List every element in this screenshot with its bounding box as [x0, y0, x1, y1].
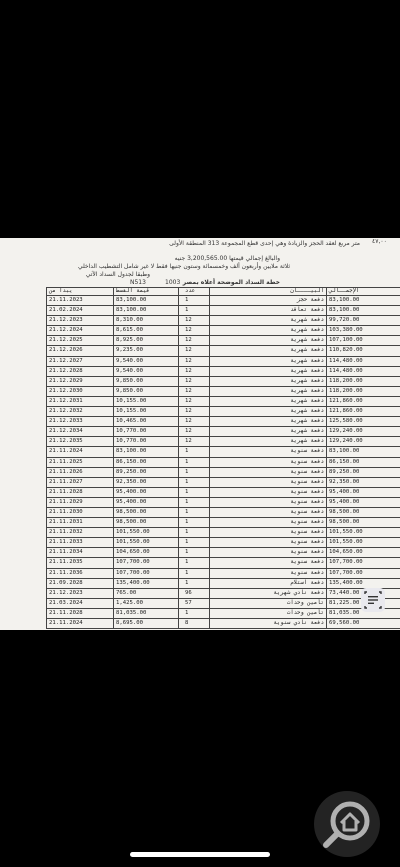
col-description: البيــــان [210, 288, 327, 296]
table-row [47, 568, 400, 578]
cell-start-date: 21.12.2028 [47, 366, 114, 376]
cell-start-date: 21.12.2033 [47, 417, 114, 427]
cell-total: 118,200.00 [327, 386, 400, 396]
cell-start-date: 21.11.2033 [47, 538, 114, 548]
cell-count: 1 [179, 528, 210, 538]
cell-installment: 83,100.00 [114, 306, 179, 316]
cell-description: دفعة شهرية [210, 346, 327, 356]
cell-installment: 98,500.00 [114, 507, 179, 517]
cell-installment: 8,925.00 [114, 336, 179, 346]
cell-total: 83,100.00 [327, 447, 400, 457]
cell-description: دفعة سنوية [210, 568, 327, 578]
cell-total: 81,035.00 [327, 608, 400, 618]
cell-count: 12 [179, 386, 210, 396]
cell-total: 114,480.00 [327, 356, 400, 366]
cell-start-date: 21.11.2023 [47, 296, 114, 306]
payment-schedule-table [46, 287, 400, 629]
cell-total: 101,550.00 [327, 528, 400, 538]
cell-start-date: 21.12.2029 [47, 376, 114, 386]
cell-description: دفعة سنوية [210, 528, 327, 538]
cell-installment: 9,235.00 [114, 346, 179, 356]
cell-start-date: 21.12.2027 [47, 356, 114, 366]
cell-count: 1 [179, 497, 210, 507]
cell-description: دفعة سنوية [210, 487, 327, 497]
cell-total: 92,350.00 [327, 477, 400, 487]
cell-start-date: 21.11.2024 [47, 619, 114, 629]
cell-installment: 10,770.00 [114, 437, 179, 447]
cell-installment: 95,400.00 [114, 497, 179, 507]
table-row [47, 548, 400, 558]
col-start-date: يبدأ من [47, 288, 114, 296]
cell-description: دفعة سنوية [210, 548, 327, 558]
cell-count: 1 [179, 568, 210, 578]
cell-description: دفعة سنوية [210, 507, 327, 517]
home-search-icon[interactable] [314, 791, 380, 857]
cell-total: 81,225.00 [327, 598, 400, 608]
cell-count: 1 [179, 538, 210, 548]
cell-total: 118,200.00 [327, 376, 400, 386]
cell-description: دفعة شهرية [210, 336, 327, 346]
cell-total: 129,240.00 [327, 437, 400, 447]
cell-total: 83,100.00 [327, 306, 400, 316]
cell-installment: 92,350.00 [114, 477, 179, 487]
cell-description: دفعة سنوية [210, 497, 327, 507]
cell-installment: 10,770.00 [114, 427, 179, 437]
scan-text-icon[interactable] [361, 588, 385, 612]
cell-installment: 101,550.00 [114, 528, 179, 538]
col-installment: قيمة القسط [114, 288, 179, 296]
cell-total: 110,820.00 [327, 346, 400, 356]
cell-description: دفعة شهرية [210, 376, 327, 386]
cell-description: دفعة استلام [210, 578, 327, 588]
cell-start-date: 21.12.2023 [47, 316, 114, 326]
cell-total: 129,240.00 [327, 427, 400, 437]
table-row [47, 497, 400, 507]
table-row [47, 386, 400, 396]
cell-installment: 107,700.00 [114, 558, 179, 568]
cell-start-date: 21.12.2030 [47, 386, 114, 396]
table-row [47, 447, 400, 457]
table-row [47, 507, 400, 517]
table-row [47, 487, 400, 497]
cell-description: دفعة شهرية [210, 386, 327, 396]
document-photo [0, 238, 400, 630]
table-row [47, 538, 400, 548]
cell-installment: 81,035.00 [114, 608, 179, 618]
cell-total: 107,100.00 [327, 336, 400, 346]
table-row [47, 396, 400, 406]
cell-count: 12 [179, 437, 210, 447]
cell-description: دفعة شهرية [210, 356, 327, 366]
cell-start-date: 21.12.2026 [47, 346, 114, 356]
cell-count: 12 [179, 417, 210, 427]
cell-description: دفعة شهرية [210, 427, 327, 437]
cell-description: دفعة سنوية [210, 558, 327, 568]
cell-total: 104,650.00 [327, 548, 400, 558]
col-count: عدد [179, 288, 210, 296]
cell-installment: 10,465.00 [114, 417, 179, 427]
cell-total: 121,860.00 [327, 396, 400, 406]
unit-number: 1003 [165, 279, 181, 286]
cell-description: دفعة نادي شهرية [210, 588, 327, 598]
header-line-4: وطبقا لجدول السداد الآتي [85, 271, 150, 278]
table-row [47, 608, 400, 618]
cell-count: 1 [179, 548, 210, 558]
table-row [47, 558, 400, 568]
cell-installment: 9,540.00 [114, 366, 179, 376]
cell-description: دفعة سنوية [210, 457, 327, 467]
header-line-1: متر مربع لعقد الحجز والزيادة وهي إحدى قطع المجموعة 313 المنطقة الأولى [169, 240, 360, 247]
cell-total: 69,560.00 [327, 619, 400, 629]
cell-count: 1 [179, 518, 210, 528]
cell-installment: 8,695.00 [114, 619, 179, 629]
cell-start-date: 21.12.2023 [47, 588, 114, 598]
cell-start-date: 21.11.2031 [47, 518, 114, 528]
cell-installment: 1,425.00 [114, 598, 179, 608]
table-row [47, 366, 400, 376]
cell-start-date: 21.12.2034 [47, 427, 114, 437]
cell-description: دفعة حجز [210, 296, 327, 306]
table-row [47, 619, 400, 629]
cell-installment: 10,155.00 [114, 396, 179, 406]
cell-count: 12 [179, 316, 210, 326]
cell-installment: 9,540.00 [114, 356, 179, 366]
cell-installment: 101,550.00 [114, 538, 179, 548]
table-row [47, 316, 400, 326]
cell-installment: 83,100.00 [114, 296, 179, 306]
home-indicator[interactable] [130, 852, 270, 857]
header-line-2: والبالغ إجمالي قيمتها 3,200,565.00 جنيه [174, 255, 280, 262]
cell-start-date: 21.11.2025 [47, 457, 114, 467]
cell-start-date: 21.11.2030 [47, 507, 114, 517]
cell-description: دفعة سنوية [210, 538, 327, 548]
cell-total: 107,700.00 [327, 558, 400, 568]
cell-total: 107,700.00 [327, 568, 400, 578]
cell-start-date: 21.11.2027 [47, 477, 114, 487]
cell-count: 12 [179, 356, 210, 366]
table-row [47, 598, 400, 608]
cell-count: 8 [179, 619, 210, 629]
cell-count: 12 [179, 366, 210, 376]
table-row [47, 457, 400, 467]
cell-installment: 95,400.00 [114, 487, 179, 497]
table-row [47, 467, 400, 477]
cell-count: 12 [179, 376, 210, 386]
cell-start-date: 21.11.2028 [47, 487, 114, 497]
cell-count: 96 [179, 588, 210, 598]
cell-total: 125,580.00 [327, 417, 400, 427]
table-row [47, 346, 400, 356]
cell-start-date: 21.11.2028 [47, 608, 114, 618]
table-header-row [47, 288, 400, 296]
cell-total: 73,440.00 [327, 588, 400, 598]
cell-description: دفعة شهرية [210, 366, 327, 376]
cell-count: 1 [179, 457, 210, 467]
table-row [47, 427, 400, 437]
cell-total: 114,480.00 [327, 366, 400, 376]
cell-description: تأمين وحدات [210, 608, 327, 618]
table-row [47, 588, 400, 598]
cell-count: 1 [179, 487, 210, 497]
cell-total: 95,400.00 [327, 497, 400, 507]
cell-description: دفعة شهرية [210, 396, 327, 406]
cell-total: 98,500.00 [327, 507, 400, 517]
col-total: الإجمــالي [327, 288, 400, 296]
cell-installment: 98,500.00 [114, 518, 179, 528]
table-row [47, 477, 400, 487]
cell-start-date: 21.03.2024 [47, 598, 114, 608]
cell-total: 103,380.00 [327, 326, 400, 336]
cell-installment: 83,100.00 [114, 447, 179, 457]
cell-total: 98,500.00 [327, 518, 400, 528]
cell-total: 121,860.00 [327, 407, 400, 417]
cell-count: 12 [179, 407, 210, 417]
cell-total: 83,100.00 [327, 296, 400, 306]
table-row [47, 518, 400, 528]
cell-description: دفعة سنوية [210, 518, 327, 528]
header-line-3: ثلاثة ملايين وأربعون ألف وخمسمائة وستون جنيها فقط لا غير شامل التشطيب الداخلي [77, 263, 290, 270]
cell-installment: 104,650.00 [114, 548, 179, 558]
cell-start-date: 21.11.2034 [47, 548, 114, 558]
cell-description: دفعة شهرية [210, 417, 327, 427]
cell-installment: 135,400.00 [114, 578, 179, 588]
cell-installment: 765.00 [114, 588, 179, 598]
cell-count: 57 [179, 598, 210, 608]
cell-start-date: 21.02.2024 [47, 306, 114, 316]
table-row [47, 296, 400, 306]
table-row [47, 336, 400, 346]
cell-description: دفعة تعاقد [210, 306, 327, 316]
cell-installment: 8,615.00 [114, 326, 179, 336]
cell-total: 135,400.00 [327, 578, 400, 588]
cell-start-date: 21.09.2028 [47, 578, 114, 588]
cell-count: 1 [179, 296, 210, 306]
cell-count: 1 [179, 507, 210, 517]
table-row [47, 417, 400, 427]
cell-start-date: 21.12.2032 [47, 407, 114, 417]
cell-installment: 107,700.00 [114, 568, 179, 578]
cell-start-date: 21.11.2035 [47, 558, 114, 568]
cell-description: تأمين وحدات [210, 598, 327, 608]
cell-count: 1 [179, 477, 210, 487]
cell-count: 1 [179, 447, 210, 457]
cell-installment: 10,155.00 [114, 407, 179, 417]
cell-count: 12 [179, 346, 210, 356]
cell-total: 99,720.00 [327, 316, 400, 326]
table-row [47, 528, 400, 538]
cell-description: دفعة سنوية [210, 447, 327, 457]
cell-total: 86,150.00 [327, 457, 400, 467]
cell-total: 89,250.00 [327, 467, 400, 477]
table-row [47, 356, 400, 366]
cell-count: 1 [179, 558, 210, 568]
cell-description: دفعة شهرية [210, 326, 327, 336]
cell-start-date: 21.12.2031 [47, 396, 114, 406]
cell-start-date: 21.12.2035 [47, 437, 114, 447]
cell-total: 95,400.00 [327, 487, 400, 497]
cell-description: دفعة شهرية [210, 407, 327, 417]
cell-count: 12 [179, 336, 210, 346]
cell-description: دفعة سنوية [210, 477, 327, 487]
cell-description: دفعة شهرية [210, 437, 327, 447]
cell-start-date: 21.11.2036 [47, 568, 114, 578]
cell-description: دفعة سنوية [210, 467, 327, 477]
cell-start-date: 21.12.2024 [47, 326, 114, 336]
cell-count: 1 [179, 467, 210, 477]
cell-installment: 9,850.00 [114, 386, 179, 396]
table-row [47, 437, 400, 447]
cell-description: دفعة شهرية [210, 316, 327, 326]
cell-count: 1 [179, 608, 210, 618]
cell-description: دفعة نادي سنوية [210, 619, 327, 629]
cell-count: 12 [179, 326, 210, 336]
cell-installment: 9,850.00 [114, 376, 179, 386]
table-row [47, 326, 400, 336]
cell-start-date: 21.11.2026 [47, 467, 114, 477]
corner-amount: ٤٧,٠٠ [372, 238, 387, 245]
table-row [47, 376, 400, 386]
cell-start-date: 21.12.2025 [47, 336, 114, 346]
cell-total: 101,550.00 [327, 538, 400, 548]
table-row [47, 306, 400, 316]
table-row [47, 578, 400, 588]
cell-start-date: 21.11.2029 [47, 497, 114, 507]
cell-count: 1 [179, 306, 210, 316]
cell-installment: 8,310.00 [114, 316, 179, 326]
cell-count: 12 [179, 396, 210, 406]
cell-start-date: 21.11.2024 [47, 447, 114, 457]
unit-code: N513 [130, 279, 146, 286]
cell-start-date: 21.11.2032 [47, 528, 114, 538]
cell-installment: 86,150.00 [114, 457, 179, 467]
table-row [47, 407, 400, 417]
cell-count: 12 [179, 427, 210, 437]
cell-count: 1 [179, 578, 210, 588]
cell-installment: 89,250.00 [114, 467, 179, 477]
table-title: خطة السداد الموضحة أعلاه بمصر [182, 279, 280, 286]
